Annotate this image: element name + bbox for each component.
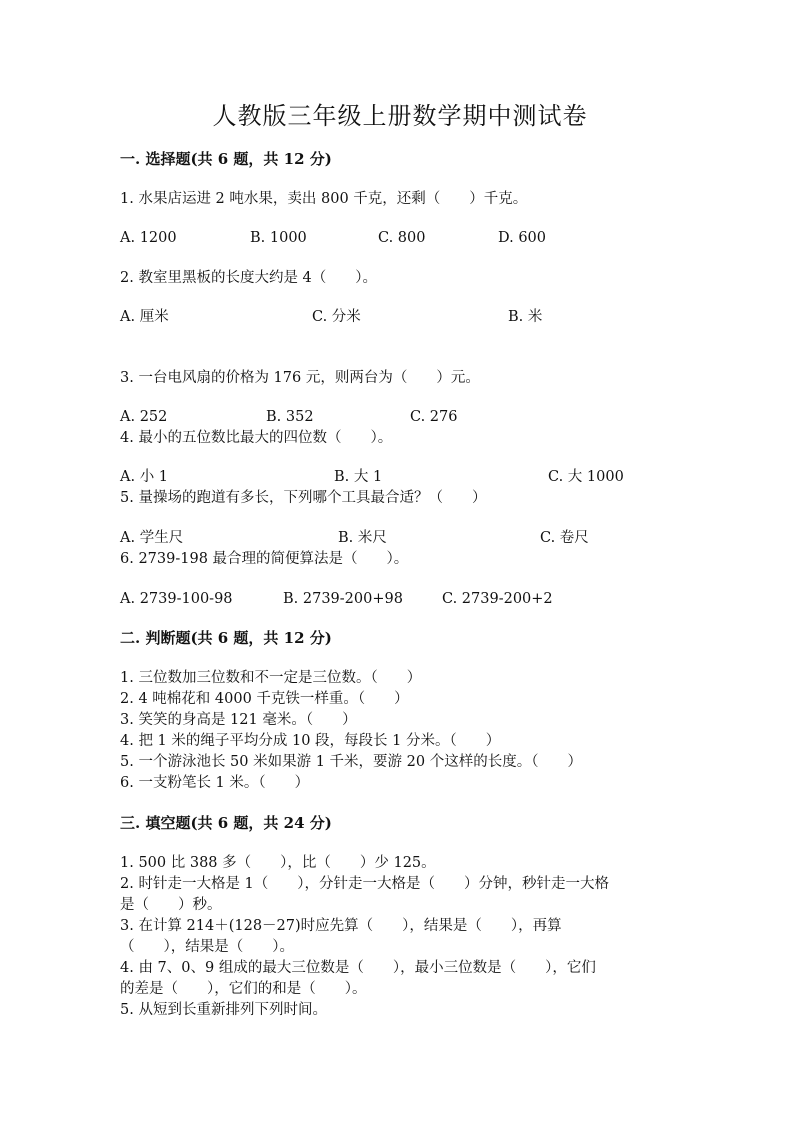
- question-text: 2. 教室里黑板的长度大约是 4（ ）。: [120, 270, 378, 286]
- fill-line: 4. 由 7、0、9 组成的最大三位数是（ ），最小三位数是（ ），它们: [120, 960, 596, 976]
- option: A. 1200: [120, 230, 177, 246]
- question-text: 6. 2739-198 最合理的简便算法是（ ）。: [120, 551, 409, 567]
- option: A. 厘米: [120, 309, 169, 325]
- question-text: 5. 量操场的跑道有多长，下列哪个工具最合适？（ ）: [120, 490, 487, 506]
- option: B. 1000: [250, 230, 307, 246]
- judge-item: 6. 一支粉笔长 1 米。（ ）: [120, 775, 310, 791]
- fill-line: 是（ ）秒。: [120, 897, 222, 913]
- judge-item: 2. 4 吨棉花和 4000 千克铁一样重。（ ）: [120, 691, 409, 707]
- option: C. 276: [410, 409, 458, 425]
- fill-line: 1. 500 比 388 多（ ），比（ ）少 125。: [120, 855, 436, 871]
- question-text: 1. 水果店运进 2 吨水果，卖出 800 千克，还剩（ ）千克。: [120, 191, 528, 207]
- option: B. 2739-200+98: [283, 591, 403, 607]
- option: A. 2739-100-98: [120, 591, 233, 607]
- fill-line: 的差是（ ），它们的和是（ ）。: [120, 981, 367, 997]
- option: B. 352: [266, 409, 314, 425]
- option: C. 800: [378, 230, 426, 246]
- judge-item: 3. 笑笑的身高是 121 毫米。（ ）: [120, 712, 357, 728]
- option: C. 2739-200+2: [442, 591, 553, 607]
- option: A. 学生尺: [120, 530, 184, 546]
- fill-line: 3. 在计算 214＋(128－27)时应先算（ ），结果是（ ），再算: [120, 918, 562, 934]
- fill-line: 2. 时针走一大格是 1（ ），分针走一大格是（ ）分钟，秒针走一大格: [120, 876, 610, 892]
- question-text: 3. 一台电风扇的价格为 176 元，则两台为（ ）元。: [120, 370, 480, 386]
- judge-item: 5. 一个游泳池长 50 米如果游 1 千米，要游 20 个这样的长度。（ ）: [120, 754, 582, 770]
- judge-item: 4. 把 1 米的绳子平均分成 10 段，每段长 1 分米。（ ）: [120, 733, 501, 749]
- option: D. 600: [498, 230, 547, 246]
- option: C. 分米: [312, 309, 361, 325]
- option: B. 米: [508, 309, 543, 325]
- question-text: 4. 最小的五位数比最大的四位数（ ）。: [120, 430, 393, 446]
- fill-line: （ ），结果是（ ）。: [120, 939, 294, 955]
- option: B. 米尺: [338, 530, 387, 546]
- option: B. 大 1: [334, 469, 383, 485]
- section-heading-judge: 二. 判断题(共 6 题，共 12 分): [120, 629, 332, 647]
- option: A. 小 1: [120, 469, 169, 485]
- section-heading-fill: 三. 填空题(共 6 题，共 24 分): [120, 814, 332, 832]
- page-title: 人教版三年级上册数学期中测试卷: [212, 102, 588, 130]
- section-heading-choice: 一. 选择题(共 6 题，共 12 分): [120, 150, 332, 168]
- judge-item: 1. 三位数加三位数和不一定是三位数。（ ）: [120, 670, 422, 686]
- option: C. 大 1000: [548, 469, 624, 485]
- option: C. 卷尺: [540, 530, 589, 546]
- fill-line: 5. 从短到长重新排列下列时间。: [120, 1002, 327, 1018]
- option: A. 252: [120, 409, 168, 425]
